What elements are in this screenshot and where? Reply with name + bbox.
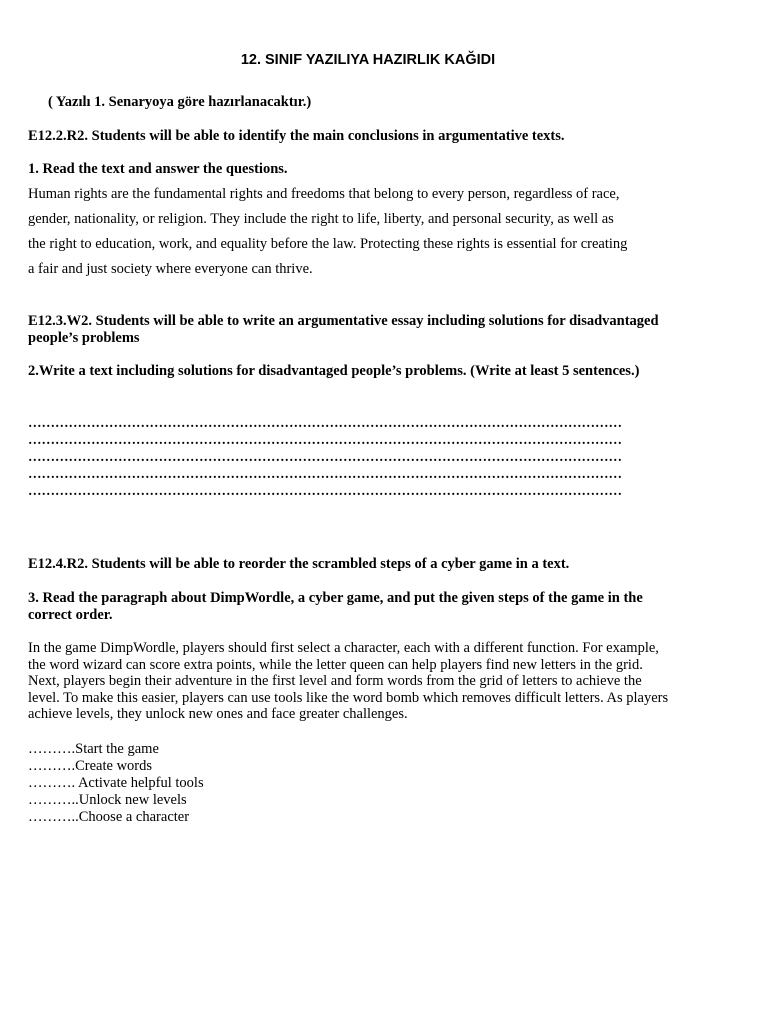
text-line: Human rights are the fundamental rights and freedoms that belong to every person, regardless of race,: [28, 186, 620, 202]
answer-lines[interactable]: [28, 414, 668, 499]
step-item[interactable]: ……….Start the game: [28, 741, 159, 757]
step-item[interactable]: ………..Choose a character: [28, 809, 190, 825]
step-item[interactable]: ……….Create words: [28, 758, 153, 774]
answer-line[interactable]: ……………………………………………………………………………………………………………………: [28, 466, 622, 481]
reading-text-1: [28, 182, 708, 282]
step-list: [28, 741, 678, 826]
answer-line[interactable]: ……………………………………………………………………………………………………………………: [28, 432, 622, 447]
question-2: 2.Write a text including solutions for disadvantaged people’s problems. (Write at least 5 sentences.): [28, 363, 640, 379]
step-item[interactable]: ………. Activate helpful tools: [28, 775, 204, 791]
text-line: gender, nationality, or religion. They include the right to life, liberty, and personal security, as well as: [28, 211, 614, 227]
objective-1: E12.2.R2. Students will be able to identify the main conclusions in argumentative texts.: [28, 128, 565, 144]
game-paragraph: In the game DimpWordle, players should first select a character, each with a different function. For example, the word wizard can score extra points, while the letter queen can help players find new letters in the grid. Next, players begin their adventure in the first level and form words from the grid of letters to achieve the level. To make this easier, players can use tools like the word bomb which removes difficult letters. As players achieve levels, they unlock new ones and face greater challenges.: [28, 640, 669, 722]
objective-2: E12.3.W2. Students will be able to write an argumentative essay including solutions for disadvantaged people’s problems: [28, 313, 659, 346]
page-title: 12. SINIF YAZILIYA HAZIRLIK KAĞIDI: [240, 52, 496, 68]
text-line: the right to education, work, and equality before the law. Protecting these rights is essential for creating: [28, 236, 628, 252]
question-1: 1. Read the text and answer the questions.: [28, 161, 288, 177]
answer-line[interactable]: ……………………………………………………………………………………………………………………: [28, 483, 622, 498]
objective-3: E12.4.R2. Students will be able to reorder the scrambled steps of a cyber game in a text.: [28, 556, 570, 572]
answer-line[interactable]: ……………………………………………………………………………………………………………………: [28, 449, 622, 464]
text-line: a fair and just society where everyone can thrive.: [28, 261, 313, 277]
question-3: 3. Read the paragraph about DimpWordle, a cyber game, and put the given steps of the game in the correct order.: [28, 590, 643, 623]
exam-note: ( Yazılı 1. Senaryoya göre hazırlanacaktır.): [48, 94, 312, 110]
answer-line[interactable]: ……………………………………………………………………………………………………………………: [28, 415, 622, 430]
step-item[interactable]: ………..Unlock new levels: [28, 792, 187, 808]
